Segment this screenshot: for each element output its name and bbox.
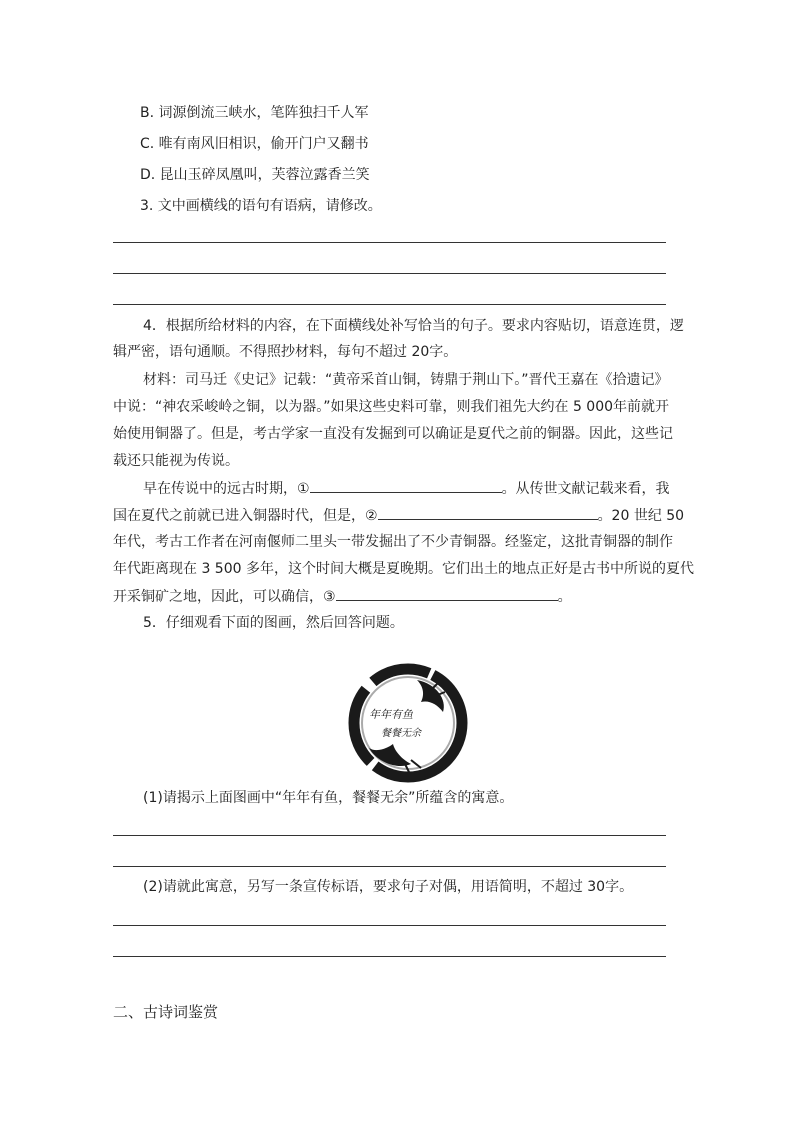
option-c: C. 唯有南风旧相识，偷开门户又翻书 bbox=[140, 136, 369, 152]
passage-line3: 年代，考古工作者在河南偃师二里头一带发掘出了不少青铜器。经鉴定，这批青铜器的制作 bbox=[113, 534, 673, 550]
passage-line5 bbox=[113, 586, 572, 607]
passage-text: 开采铜矿之地，因此，可以确信，③ bbox=[113, 589, 336, 605]
passage-line2 bbox=[113, 505, 684, 526]
passage-line4: 年代距离现在 3 500 多年，这个时间大概是夏晚期。它们出土的地点正好是古书中所说的夏代 bbox=[113, 561, 694, 577]
section-heading: 二、古诗词鉴赏 bbox=[113, 1003, 219, 1021]
answer-line[interactable] bbox=[113, 273, 666, 274]
question-4-prompt-line2: 辑严密，语句通顺。不得照抄材料，每句不超过 20字。 bbox=[113, 344, 458, 360]
fish-bottom-icon bbox=[369, 744, 411, 766]
answer-line[interactable] bbox=[113, 925, 666, 926]
passage-text: 国在夏代之前就已进入铜器时代，但是，② bbox=[113, 508, 378, 524]
question-5: 5．仔细观看下面的图画，然后回答问题。 bbox=[143, 615, 404, 631]
answer-line[interactable] bbox=[113, 956, 666, 957]
passage-text: 。 bbox=[557, 589, 572, 605]
answer-line[interactable] bbox=[113, 866, 666, 867]
fish-ink-painting bbox=[345, 660, 471, 786]
answer-line[interactable] bbox=[113, 835, 666, 836]
question-5-sub2: (2)请就此寓意，另写一条宣传标语，要求句子对偶，用语简明，不超过 30字。 bbox=[143, 879, 634, 895]
fill-blank-2[interactable] bbox=[378, 505, 598, 520]
seal-text-line1: 年年有鱼 bbox=[369, 708, 413, 721]
material-line3: 始使用铜器了。但是，考古学家一直没有发掘到可以确证是夏代之前的铜器。因此，这些记 bbox=[113, 426, 673, 442]
passage-text: 。从传世文献记载来看，我 bbox=[501, 481, 670, 497]
material-line4: 载还只能视为传说。 bbox=[113, 453, 239, 469]
seal-text-line2: 餐餐无余 bbox=[381, 728, 421, 739]
question-5-sub1: (1)请揭示上面图画中“年年有鱼，餐餐无余”所蕴含的寓意。 bbox=[143, 790, 514, 806]
answer-line[interactable] bbox=[113, 242, 666, 243]
fill-blank-3[interactable] bbox=[336, 586, 558, 601]
question-3: 3. 文中画横线的语句有语病，请修改。 bbox=[140, 198, 382, 214]
option-d: D. 昆山玉碎凤凰叫，芙蓉泣露香兰笑 bbox=[140, 167, 370, 183]
ink-ring bbox=[354, 669, 462, 777]
material-line2: 中说：“神农采峻岭之铜，以为器。”如果这些史料可靠，则我们祖先大约在 5 000年前就开 bbox=[113, 399, 670, 415]
fill-blank-1[interactable] bbox=[310, 478, 502, 493]
passage-text: 。20 世纪 50 bbox=[597, 508, 685, 524]
material-line1: 材料：司马迁《史记》记载：“黄帝采首山铜，铸鼎于荆山下。”晋代王嘉在《拾遗记》 bbox=[143, 372, 669, 388]
passage-text: 早在传说中的远古时期，① bbox=[143, 481, 310, 497]
question-4-prompt-line1: 4．根据所给材料的内容，在下面横线处补写恰当的句子。要求内容贴切，语意连贯，逻 bbox=[143, 318, 684, 334]
answer-line[interactable] bbox=[113, 304, 666, 305]
passage-line1 bbox=[143, 478, 670, 499]
option-b: B. 词源倒流三峡水，笔阵独扫千人军 bbox=[140, 105, 369, 121]
